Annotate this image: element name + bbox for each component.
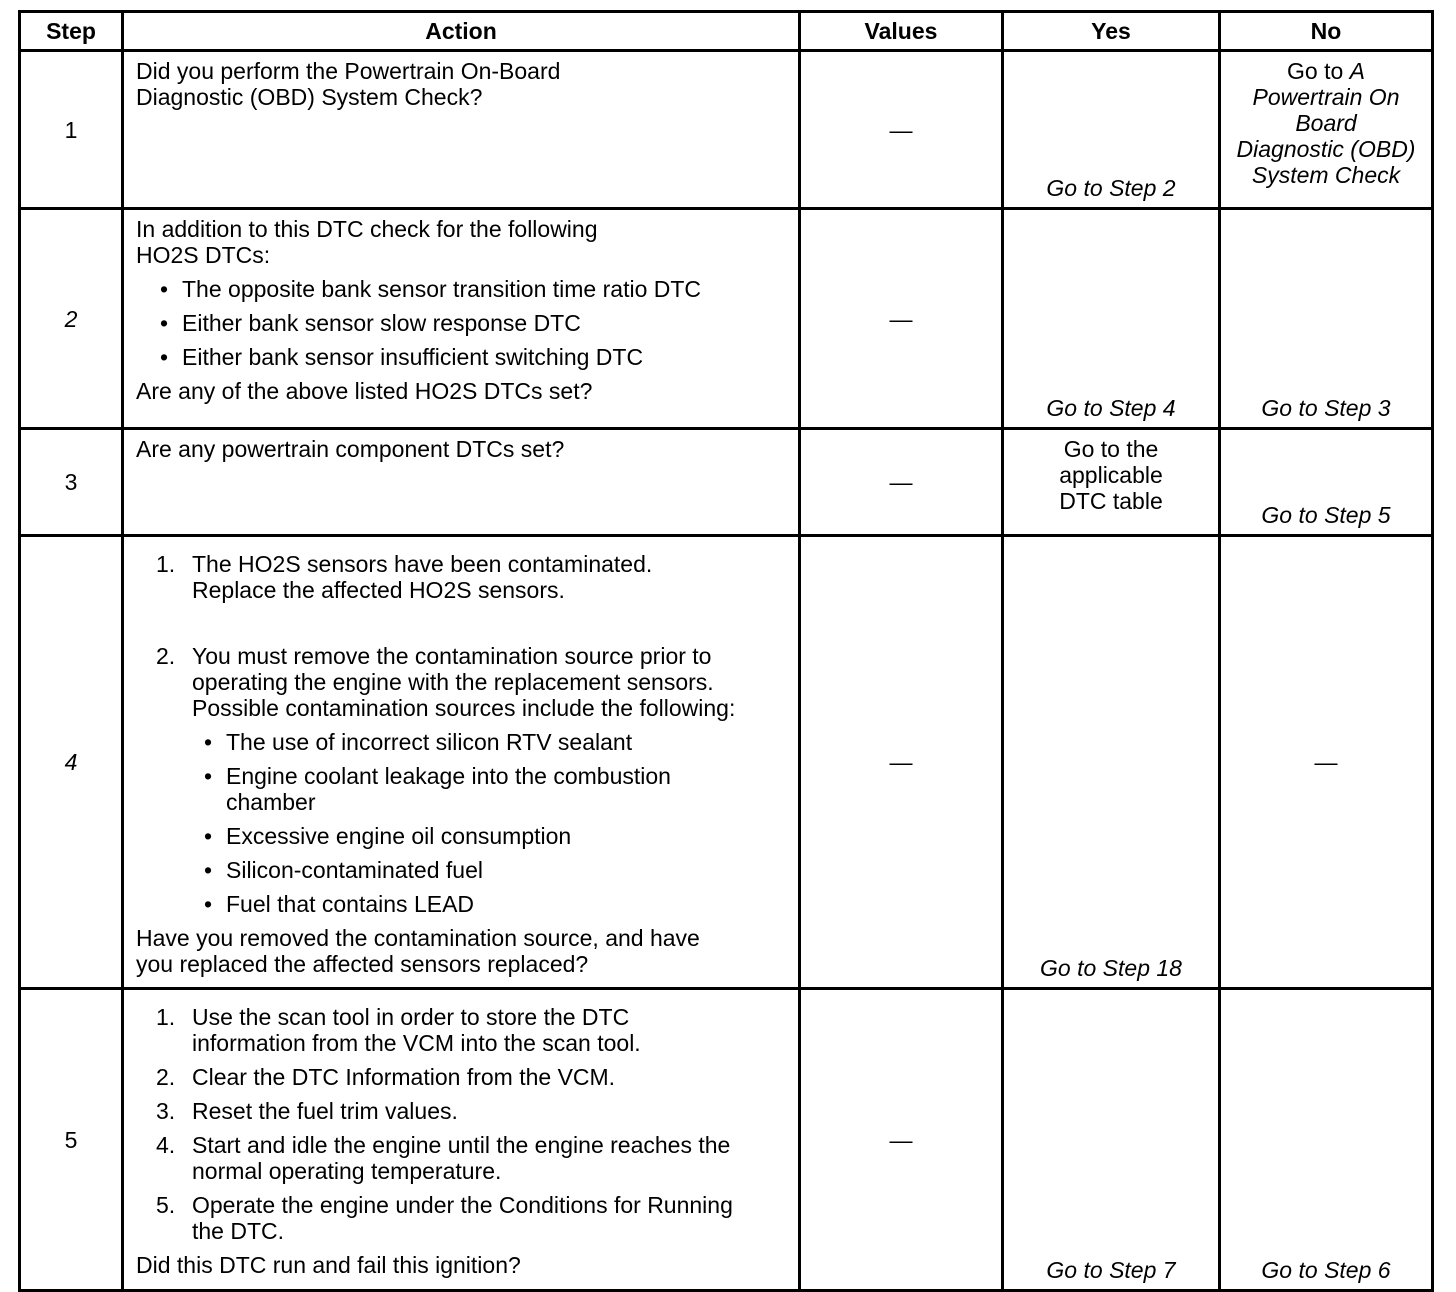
list-item — [136, 1132, 788, 1184]
yes-cell: Go to Step 4 — [1003, 209, 1220, 429]
item-text: Replace the affected HO2S sensors. — [192, 577, 565, 603]
no-text: Powertrain On — [1252, 84, 1400, 110]
yes-cell: Go to Step 2 — [1003, 51, 1220, 209]
bullet-text: Fuel that contains LEAD — [226, 891, 475, 917]
table-row — [20, 989, 1433, 1291]
action-text: HO2S DTCs: — [136, 242, 271, 268]
action-cell — [123, 536, 800, 989]
list-item: • Silicon-contaminated fuel — [204, 857, 483, 883]
list-item — [136, 1004, 788, 1056]
list-item: • Engine coolant leakage into the combustion chamber — [204, 763, 671, 815]
no-text-a: A — [1349, 58, 1365, 84]
list-item: • The opposite bank sensor transition time ratio DTC — [160, 276, 702, 302]
table-row — [20, 51, 1433, 209]
item-text: information from the VCM into the scan tool. — [192, 1030, 641, 1056]
header-step: Step — [20, 12, 123, 51]
table-row — [20, 209, 1433, 429]
action-cell — [123, 209, 800, 429]
list-item — [136, 643, 788, 721]
no-cell: Go to Step 5 — [1220, 429, 1433, 536]
yes-text: Go to the — [1063, 436, 1159, 462]
item-text: Operate the engine under the Conditions for Running — [192, 1192, 733, 1218]
yes-text: DTC table — [1059, 488, 1163, 514]
spacer — [136, 611, 788, 635]
bullet-list — [136, 729, 788, 917]
table-row — [20, 536, 1433, 989]
yes-cell — [1003, 429, 1220, 536]
yes-text: applicable — [1059, 462, 1163, 488]
bullet-text: Either bank sensor slow response DTC — [182, 310, 581, 336]
bullet-text: Either bank sensor insufficient switching DTC — [182, 344, 644, 370]
list-item — [136, 1098, 788, 1124]
list-item — [136, 551, 788, 603]
no-text: System Check — [1251, 162, 1401, 188]
action-cell — [123, 989, 800, 1291]
item-text: the DTC. — [192, 1218, 285, 1244]
no-text-goto: Go to — [1287, 58, 1350, 84]
numbered-list — [136, 551, 788, 721]
item-text: Clear the DTC Information from the VCM. — [192, 1064, 616, 1090]
action-question: Have you removed the contamination source, and have — [136, 925, 700, 951]
diagnostic-table — [18, 10, 1434, 1292]
header-action: Action — [123, 12, 800, 51]
item-number: 2. — [156, 1064, 176, 1090]
numbered-list — [136, 1004, 788, 1244]
no-text — [1221, 58, 1431, 84]
no-cell — [1220, 51, 1433, 209]
item-text: The HO2S sensors have been contaminated. — [192, 551, 653, 577]
bullet-text: The opposite bank sensor transition time ratio DTC — [182, 276, 702, 302]
item-text: Reset the fuel trim values. — [192, 1098, 458, 1124]
item-number: 1. — [156, 1004, 176, 1030]
action-question: Are any of the above listed HO2S DTCs set? — [136, 378, 593, 404]
bullet-list — [136, 276, 788, 370]
action-question: Did this DTC run and fail this ignition? — [136, 1252, 521, 1278]
yes-cell: Go to Step 7 — [1003, 989, 1220, 1291]
item-text: Possible contamination sources include the following: — [192, 695, 736, 721]
item-number: 4. — [156, 1132, 176, 1158]
no-cell: Go to Step 3 — [1220, 209, 1433, 429]
bullet-text: The use of incorrect silicon RTV sealant — [226, 729, 633, 755]
no-cell: Go to Step 6 — [1220, 989, 1433, 1291]
list-item: • Excessive engine oil consumption — [204, 823, 572, 849]
values-cell: — — [800, 51, 1003, 209]
item-number: 1. — [156, 551, 176, 577]
list-item: • Fuel that contains LEAD — [204, 891, 475, 917]
item-text: You must remove the contamination source prior to — [192, 643, 712, 669]
list-item: • Either bank sensor slow response DTC — [160, 310, 581, 336]
values-cell: — — [800, 989, 1003, 1291]
step-number: 2 — [20, 209, 123, 429]
no-text: Board — [1295, 110, 1357, 136]
step-number: 3 — [20, 429, 123, 536]
header-values: Values — [800, 12, 1003, 51]
item-text: normal operating temperature. — [192, 1158, 502, 1184]
bullet-text: Silicon-contaminated fuel — [226, 857, 483, 883]
action-cell — [123, 51, 800, 209]
list-item: • Either bank sensor insufficient switching DTC — [160, 344, 644, 370]
yes-cell: Go to Step 18 — [1003, 536, 1220, 989]
action-text: Did you perform the Powertrain On-Board — [136, 58, 561, 84]
list-item — [136, 1192, 788, 1244]
values-cell: — — [800, 429, 1003, 536]
bullet-text: Excessive engine oil consumption — [226, 823, 572, 849]
list-item — [136, 1064, 788, 1090]
item-text: operating the engine with the replacement sensors. — [192, 669, 714, 695]
item-number: 2. — [156, 643, 176, 669]
values-cell: — — [800, 209, 1003, 429]
step-number: 1 — [20, 51, 123, 209]
header-row — [20, 12, 1433, 51]
no-cell: — — [1220, 536, 1433, 989]
action-text: In addition to this DTC check for the following — [136, 216, 598, 242]
item-number: 3. — [156, 1098, 176, 1124]
item-number: 5. — [156, 1192, 176, 1218]
bullet-text: Engine coolant leakage into the combustion chamber — [226, 763, 671, 815]
header-yes: Yes — [1003, 12, 1220, 51]
step-number: 4 — [20, 536, 123, 989]
action-question: you replaced the affected sensors replaced? — [136, 951, 589, 977]
table-row — [20, 429, 1433, 536]
values-cell: — — [800, 536, 1003, 989]
step-number: 5 — [20, 989, 123, 1291]
action-text: Are any powertrain component DTCs set? — [123, 429, 800, 536]
header-no: No — [1220, 12, 1433, 51]
action-text: Diagnostic (OBD) System Check? — [136, 84, 483, 110]
list-item: • The use of incorrect silicon RTV sealant — [204, 729, 633, 755]
item-text: Use the scan tool in order to store the DTC — [192, 1004, 630, 1030]
no-text: Diagnostic (OBD) — [1236, 136, 1416, 162]
item-text: Start and idle the engine until the engine reaches the — [192, 1132, 731, 1158]
